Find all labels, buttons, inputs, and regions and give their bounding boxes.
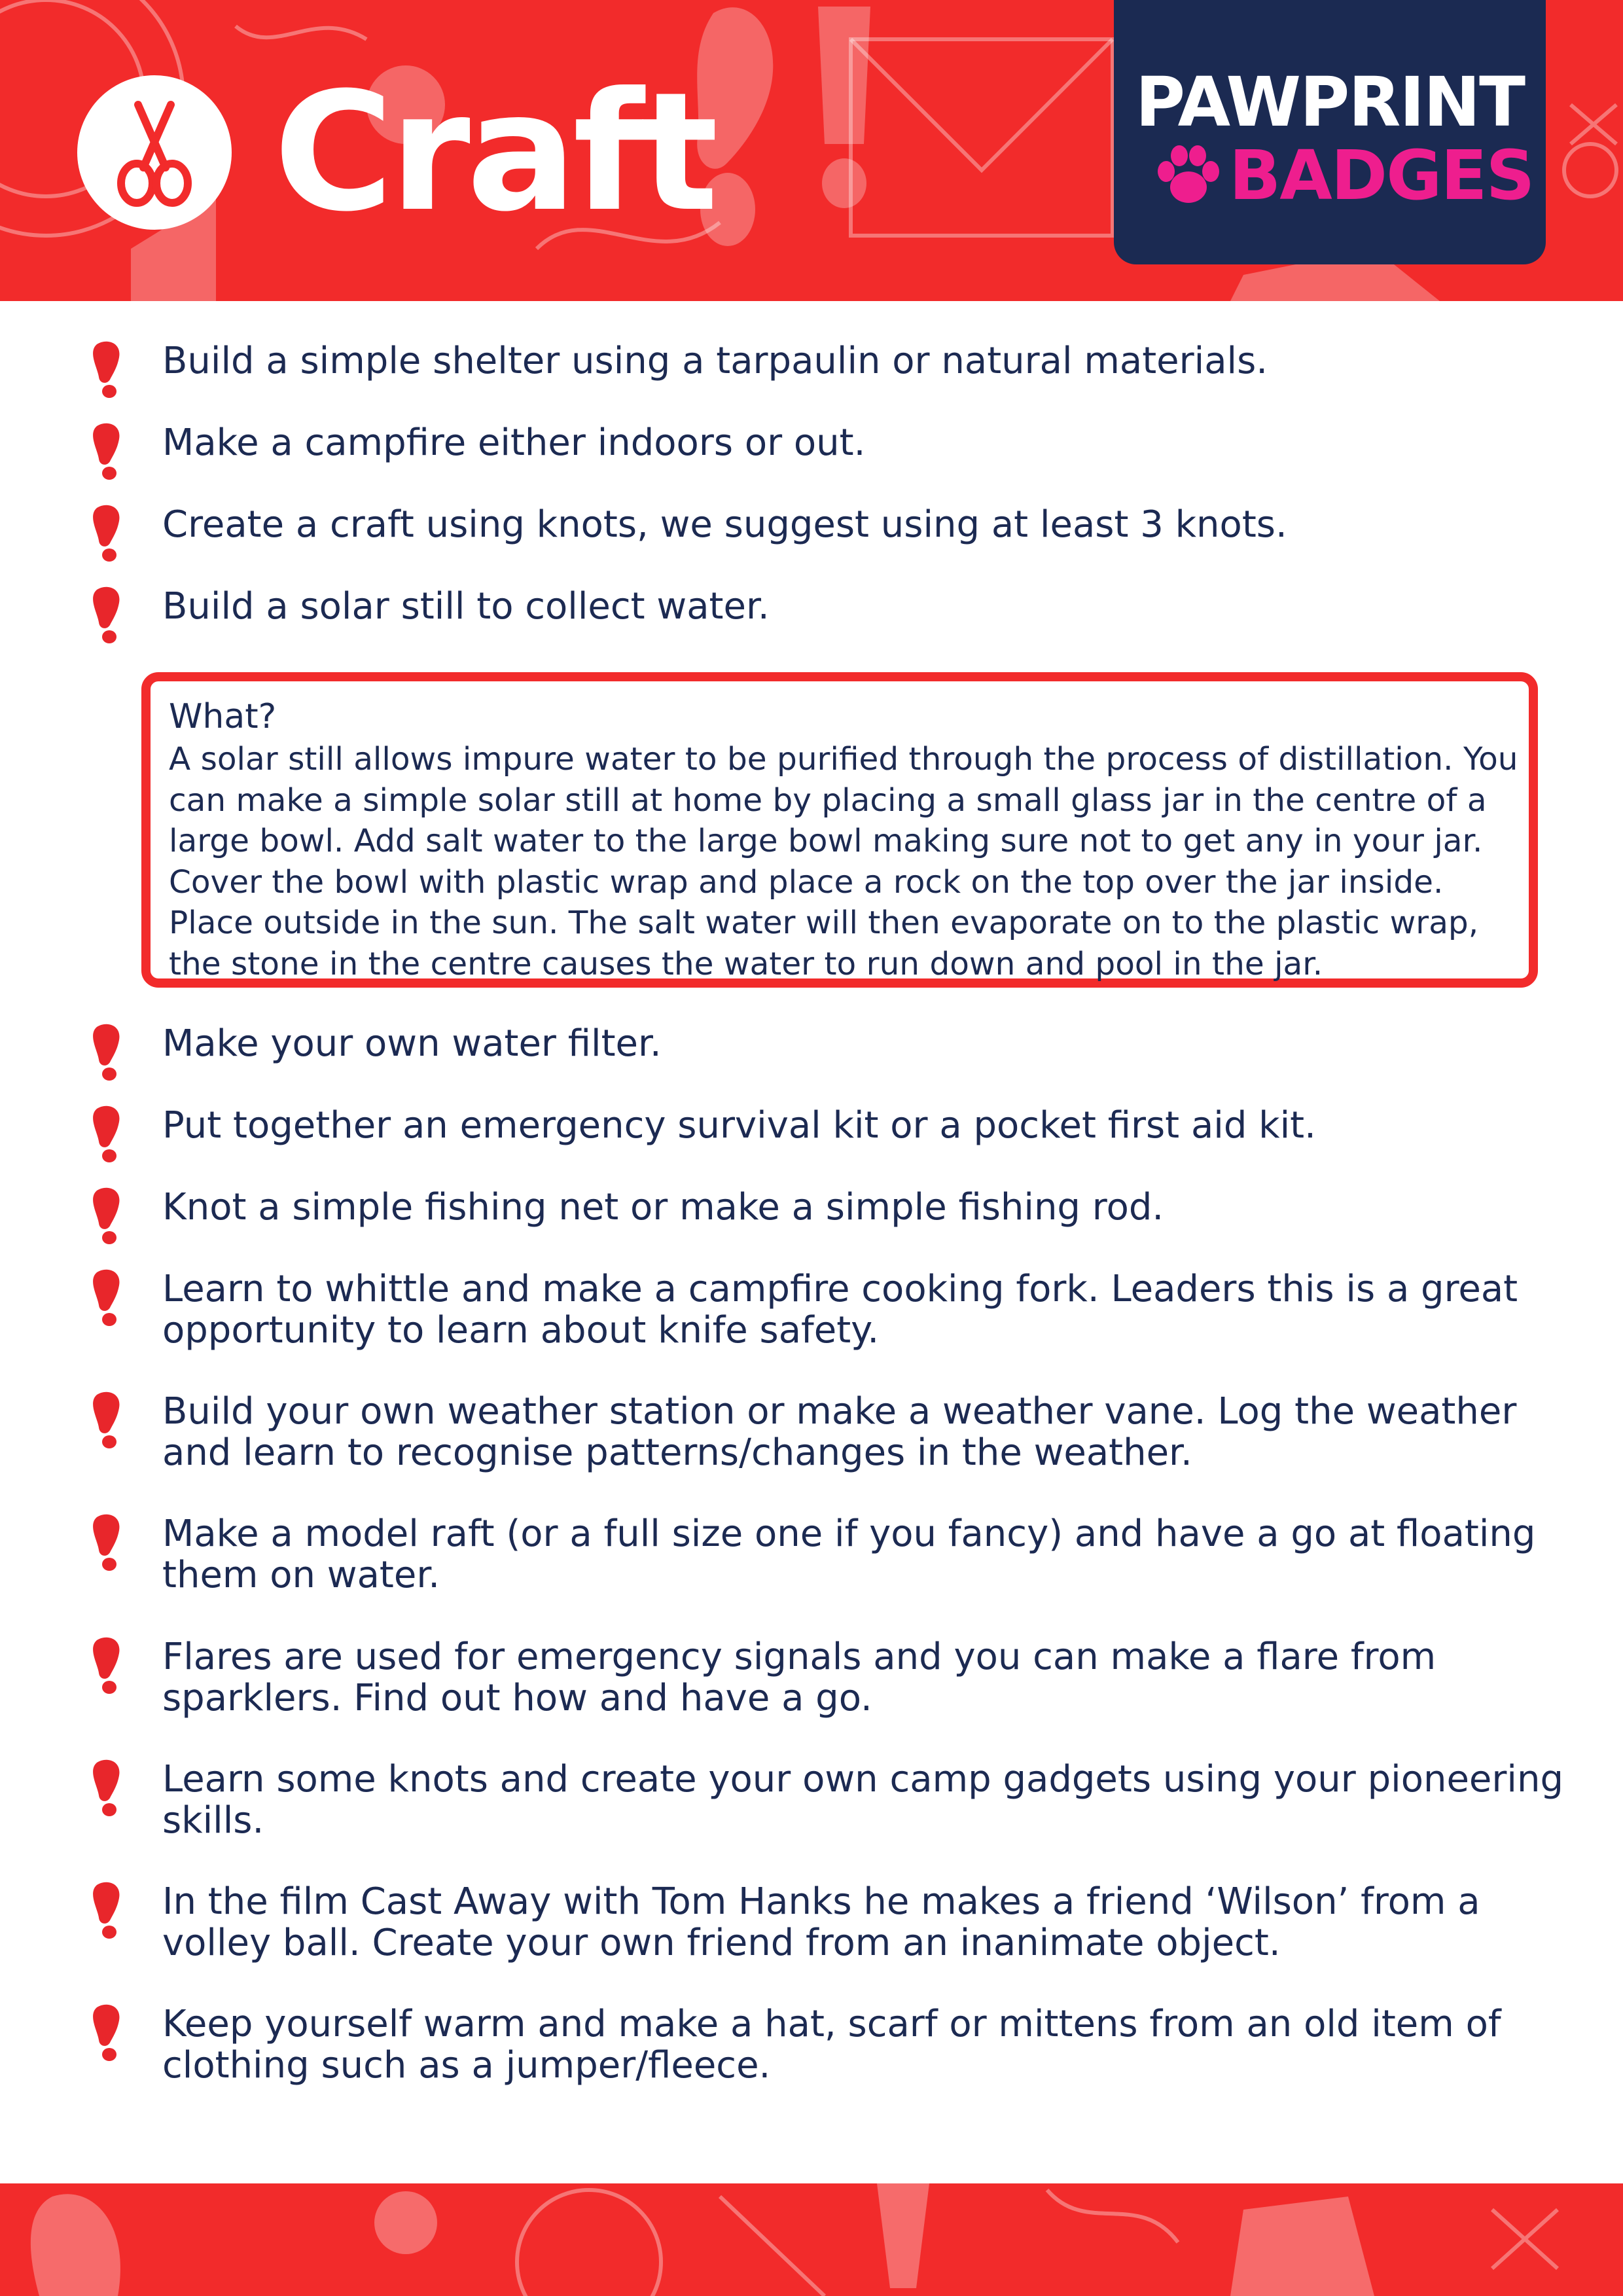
logo-line-badges — [1154, 135, 1534, 215]
list-item-text: Create a craft using knots, we suggest using at least 3 knots. — [162, 503, 1287, 546]
footprint-icon — [89, 586, 128, 645]
list-item-text: Flares are used for emergency signals and you can make a flare from sparklers. Find out how and have a go. — [162, 1636, 1436, 1719]
list-item-text: Build your own weather station or make a weather vane. Log the weather and learn to recognise patterns/changes in the weather. — [162, 1390, 1517, 1474]
title-group — [77, 57, 715, 247]
list-item-text: Build a simple shelter using a tarpaulin or natural materials. — [162, 340, 1268, 382]
footprint-icon — [89, 1636, 128, 1695]
list-item-text: Make a model raft (or a full size one if you fancy) and have a go at floating them on water. — [162, 1513, 1536, 1596]
footprint-icon — [89, 1881, 128, 1940]
list-item-text: Make your own water filter. — [162, 1022, 662, 1065]
footprint-icon — [89, 422, 128, 481]
logo-text-pawprint: PAWPRINT — [1135, 62, 1525, 142]
scissors-icon — [77, 75, 232, 230]
info-box-solar-still — [141, 672, 1538, 988]
list-item-text: Learn some knots and create your own camp gadgets using your pioneering skills. — [162, 1758, 1563, 1842]
info-box-body: A solar still allows impure water to be purified through the process of distillation. You can make a simple solar still at home by placing a small glass jar in the centre of a large bowl. Add salt water to the large bowl making sure not to get any in your jar. Cover the bowl with plastic wrap and place a rock on the top over the jar inside. Place outside in the sun. The salt water will then evaporate on to the plastic wrap, the stone in the centre causes the water to run down and pool in the jar. — [169, 741, 1518, 982]
logo-text-badges: BADGES — [1229, 135, 1534, 215]
footprint-icon — [89, 1513, 128, 1572]
footprint-icon — [89, 340, 128, 399]
footprint-icon — [89, 1023, 128, 1082]
list-item-text: Keep yourself warm and make a hat, scarf or mittens from an old item of clothing such as a jumper/fleece. — [162, 2003, 1501, 2087]
footprint-icon — [89, 1391, 128, 1450]
list-item-text: Build a solar still to collect water. — [162, 585, 770, 628]
footer-banner — [0, 2183, 1623, 2296]
info-box-title: What? — [169, 697, 277, 736]
footprint-icon — [89, 1268, 128, 1327]
footprint-icon — [89, 2003, 128, 2062]
pawprint-badges-logo — [1114, 0, 1546, 264]
footer-doodle-pattern — [0, 2183, 1623, 2296]
footprint-icon — [89, 504, 128, 563]
list-item-text: In the film Cast Away with Tom Hanks he makes a friend ‘Wilson’ from a volley ball. Create your own friend from an inanimate object. — [162, 1880, 1480, 1964]
footprint-icon — [89, 1187, 128, 1246]
paw-icon — [1154, 143, 1222, 208]
list-item-text: Knot a simple fishing net or make a simple fishing rod. — [162, 1186, 1164, 1229]
page-title: Craft — [274, 57, 715, 247]
header-banner — [0, 0, 1623, 301]
list-item-text: Make a campfire either indoors or out. — [162, 422, 866, 464]
list-item-text: Learn to whittle and make a campfire cooking fork. Leaders this is a great opportunity to learn about knife safety. — [162, 1268, 1518, 1352]
footprint-icon — [89, 1105, 128, 1164]
footprint-icon — [89, 1759, 128, 1818]
list-item-text: Put together an emergency survival kit or a pocket first aid kit. — [162, 1104, 1316, 1147]
